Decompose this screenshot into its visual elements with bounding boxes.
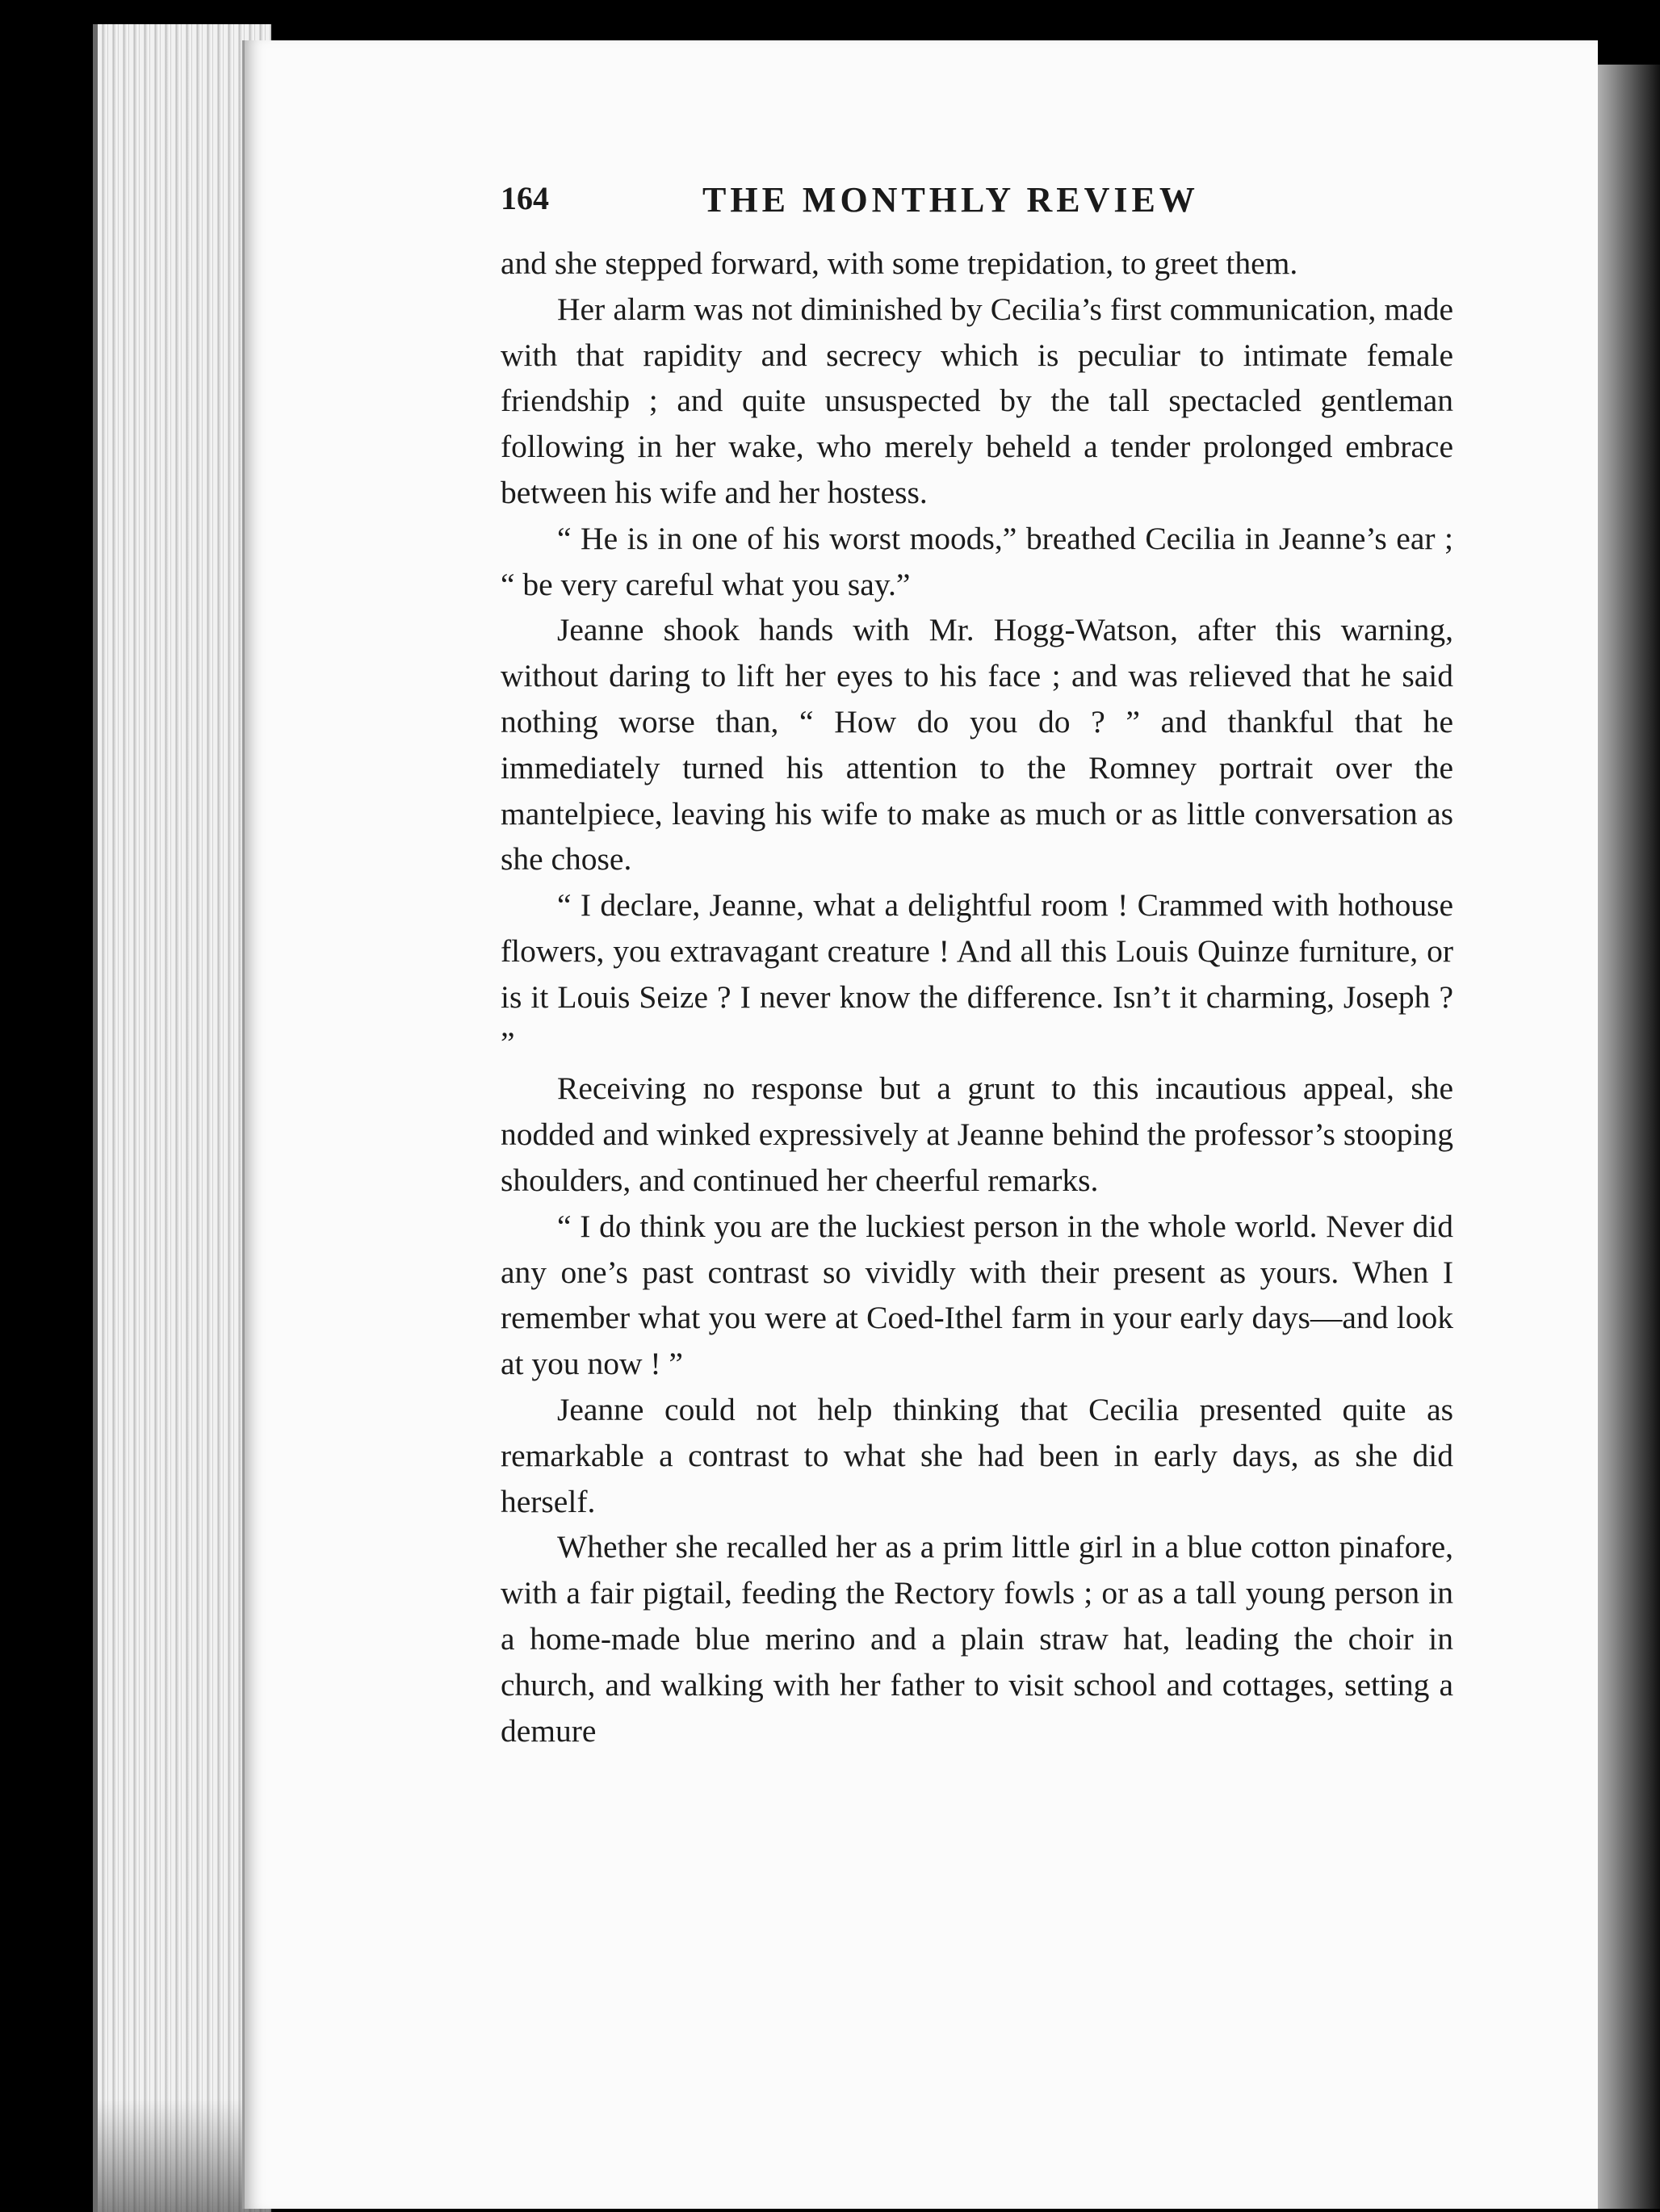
paragraph: “ I declare, Jeanne, what a delightful room ! Crammed with hothouse flowers, you extravagant creature ! And all this Louis Quinze furniture, or is it Louis Seize ? I never know the difference. Isn’t it charming, Joseph ? ” — [501, 887, 1453, 1061]
paragraph: and she stepped forward, with some trepidation, to greet them. — [501, 245, 1298, 281]
paragraph: Jeanne shook hands with Mr. Hogg-Watson, after this warning, without daring to lift her eyes to his face ; and was relieved that he said nothing worse than, “ How do you do ? ” and thankful that he immediately turned his attention to the Romney portrait over the mantelpiece, leaving his wife to make as much or as little conversation as she chose. — [501, 612, 1453, 878]
paragraph: Receiving no response but a grunt to this incautious appeal, she nodded and winked expressively at Jeanne behind the professor’s stooping shoulders, and continued her cheerful remarks. — [501, 1070, 1453, 1198]
paragraph: “ He is in one of his worst moods,” breathed Cecilia in Jeanne’s ear ; “ be very careful what you say.” — [501, 520, 1453, 602]
body-text — [501, 241, 1453, 1753]
journal-title: THE MONTHLY REVIEW — [702, 180, 1199, 220]
paragraph: Whether she recalled her as a prim little girl in a blue cotton pinafore, with a fair pigtail, feeding the Rectory fowls ; or as a tall young person in a home-made blue merino and a plain straw hat, leading the choir in church, and walking with her father to visit school and cottages, setting a demure — [501, 1529, 1453, 1749]
paragraph: “ I do think you are the luckiest person in the whole world. Never did any one’s past contrast so vividly with their present as yours. When I remember what you were at Coed-Ithel farm in your early days—and look at you now ! ” — [501, 1208, 1453, 1382]
running-head — [501, 179, 1453, 236]
paragraph: Jeanne could not help thinking that Cecilia presented quite as remarkable a contrast to what she had been in early days, as she did herself. — [501, 1391, 1453, 1519]
paragraph: Her alarm was not diminished by Cecilia’s first communication, made with that rapidity and secrecy which is peculiar to intimate female friendship ; and quite unsuspected by the tall spectacled gentleman following in her wake, who merely beheld a tender prolonged embrace between his wife and her hostess. — [501, 291, 1453, 510]
page-number: 164 — [501, 180, 549, 216]
